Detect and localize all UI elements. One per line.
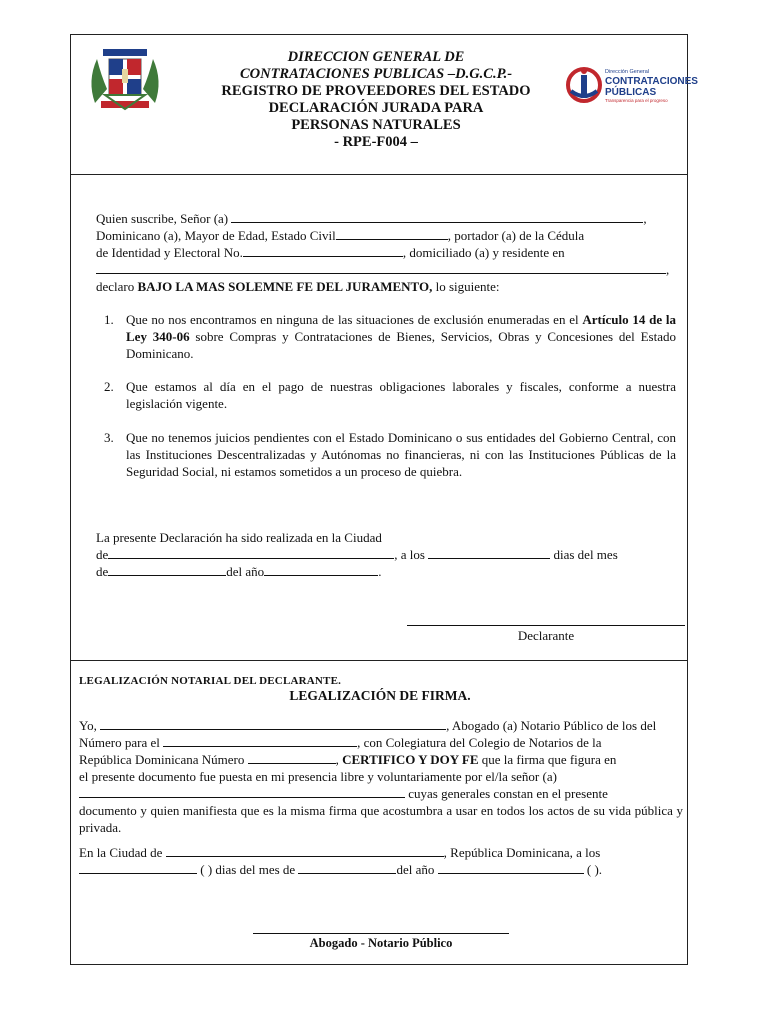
- declaration-month-field[interactable]: [108, 563, 226, 576]
- oath-bold-text: BAJO LA MAS SOLEMNE FE DEL JURAMENTO,: [137, 279, 433, 294]
- address-line: ,: [96, 261, 669, 278]
- notary-date-line: [79, 861, 602, 878]
- declarant-name-field[interactable]: [231, 210, 643, 223]
- id-number-line: [96, 244, 565, 261]
- dias-mes-text: ( ) dias del mes de: [197, 862, 296, 877]
- cedula-label: de Identidad y Electoral No.: [96, 245, 243, 260]
- republica-a-los-text: , República Dominicana, a los: [443, 845, 601, 860]
- logo-line-2: PÚBLICAS: [605, 87, 657, 98]
- declaration-year-field[interactable]: [264, 563, 378, 576]
- declaration-date-line: [96, 563, 381, 580]
- notary-line-5: [79, 785, 608, 802]
- de-month-text: de: [96, 564, 109, 579]
- notary-line-1: [79, 717, 656, 734]
- notary-signature-label: Abogado - Notario Público: [309, 936, 453, 950]
- title-line-2: CONTRATACIONES PUBLICAS –D.G.C.P.-: [239, 66, 513, 82]
- notary-del-ano-text: del año: [396, 862, 435, 877]
- item-1-pre: Que no nos encontramos en ninguna de las situaciones de exclusión enumeradas en el: [126, 312, 583, 327]
- title-line-5: PERSONAS NATURALES: [291, 117, 461, 133]
- notary-year-field[interactable]: [438, 861, 584, 874]
- notary-city-field[interactable]: [166, 844, 444, 857]
- portador-text: , portador (a) de la Cédula: [447, 228, 585, 243]
- logo-line-1: CONTRATACIONES: [605, 76, 698, 87]
- item-1-number: 1.: [104, 312, 114, 327]
- notary-heading: LEGALIZACIÓN DE FIRMA.: [289, 688, 471, 703]
- id-number-field[interactable]: [243, 244, 403, 257]
- notary-line-6: documento y quien manifiesta que es la misma firma que acostumbra a usar en todos los actos de su vida pública y privada.: [79, 803, 683, 835]
- civil-status-field[interactable]: [336, 227, 448, 240]
- form-title: [191, 49, 561, 151]
- item-3-number: 3.: [104, 430, 114, 445]
- dominicano-text: Dominicano (a), Mayor de Edad, Estado Civil: [96, 228, 336, 243]
- title-line-6: - RPE-F004 –: [334, 134, 418, 150]
- item-1-bold: Artículo 14 de la Ley 340-06: [126, 312, 677, 344]
- title-line-1: DIRECCION GENERAL DE: [287, 49, 465, 65]
- declaration-city-field[interactable]: [108, 546, 394, 559]
- lo-siguiente-text: lo siguiente:: [432, 279, 500, 294]
- signer-name-field[interactable]: [79, 785, 405, 798]
- notary-signature-line[interactable]: [253, 933, 509, 934]
- coat-of-arms-seal: [85, 45, 165, 117]
- notary-line-2: [79, 734, 602, 751]
- notary-line-4: el presente documento fue puesta en mi presencia libre y voluntariamente por el/la señor (a): [79, 769, 557, 784]
- dias-del-mes-text: dias del mes: [550, 547, 618, 562]
- republica-numero-text: República Dominicana Número: [79, 752, 245, 767]
- quien-suscribe-text: Quien suscribe, Señor (a): [96, 211, 229, 226]
- certifico-bold-text: CERTIFICO Y DOY FE: [342, 752, 479, 767]
- notary-heading-small: LEGALIZACIÓN NOTARIAL DEL DECLARANTE.: [79, 675, 342, 687]
- declaration-city-line: [96, 546, 618, 563]
- year-parens-text: ( ).: [583, 862, 603, 877]
- notary-month-field[interactable]: [298, 861, 396, 874]
- declarant-name-line: Quien suscribe, Señor (a) ,: [96, 211, 647, 226]
- declarante-label: Declarante: [517, 628, 575, 643]
- title-line-3: REGISTRO DE PROVEEDORES DEL ESTADO: [221, 83, 531, 99]
- domiciliado-text: , domiciliado (a) y residente en: [402, 245, 565, 260]
- declaro-text: declaro: [96, 279, 135, 294]
- item-2-number: 2.: [104, 379, 114, 394]
- notary-line-3: República Dominicana Número , CERTIFICO Y DOY FE que la firma que figura en: [79, 752, 617, 767]
- notary-section-divider: [71, 660, 687, 661]
- declaration-place-line: La presente Declaración ha sido realizada en la Ciudad: [96, 530, 382, 545]
- firma-figura-text: que la firma que figura en: [478, 752, 617, 767]
- address-field[interactable]: [96, 261, 666, 274]
- logo-tagline: Transparencia para el progreso: [605, 98, 668, 103]
- period-text: .: [378, 564, 382, 579]
- yo-text: Yo,: [79, 718, 97, 733]
- cuyas-generales-text: cuyas generales constan en el presente: [405, 786, 608, 801]
- logo-small-text: Dirección General: [605, 69, 650, 75]
- notary-name-field[interactable]: [100, 717, 446, 730]
- del-ano-text: del año: [226, 564, 265, 579]
- title-line-4: DECLARACIÓN JURADA PARA: [268, 100, 484, 116]
- oath-line: [96, 278, 500, 295]
- form-header: [71, 35, 698, 175]
- abogado-text: , Abogado (a) Notario Público de los del: [446, 718, 657, 733]
- de-text: de: [96, 547, 109, 562]
- dgcp-logo: [565, 65, 698, 105]
- declaration-day-field[interactable]: [428, 546, 550, 559]
- colegiatura-text: , con Colegiatura del Colegio de Notarios de la: [357, 735, 602, 750]
- item-1-text: [126, 311, 676, 362]
- en-la-ciudad-text: En la Ciudad de: [79, 845, 163, 860]
- item-3-text: Que no tenemos juicios pendientes con el Estado Dominicano o sus entidades del Gobierno Central, con las Instituciones Descentralizadas y Autónomas no financieras, ni con las Instituciones Públicas de la Seguridad Social, ni estamos sometidos a un proceso de quiebra.: [126, 430, 676, 479]
- item-1-post: sobre Compras y Contrataciones de Bienes, Servicios, Obras y Concesiones del Estado Dominicano.: [126, 329, 676, 361]
- notary-city-line: [79, 844, 600, 861]
- declarante-signature-line[interactable]: [407, 625, 685, 626]
- item-2-text: Que estamos al día en el pago de nuestras obligaciones laborales y fiscales, conforme a nuestra legislación vigente.: [126, 379, 676, 411]
- notary-jurisdiction-field[interactable]: [163, 734, 357, 747]
- numero-para-text: Número para el: [79, 735, 160, 750]
- notary-college-number-field[interactable]: [248, 751, 336, 764]
- civil-status-line: [96, 227, 584, 244]
- a-los-text: , a los: [394, 547, 425, 562]
- form-frame: [70, 34, 698, 965]
- notary-day-field[interactable]: [79, 861, 197, 874]
